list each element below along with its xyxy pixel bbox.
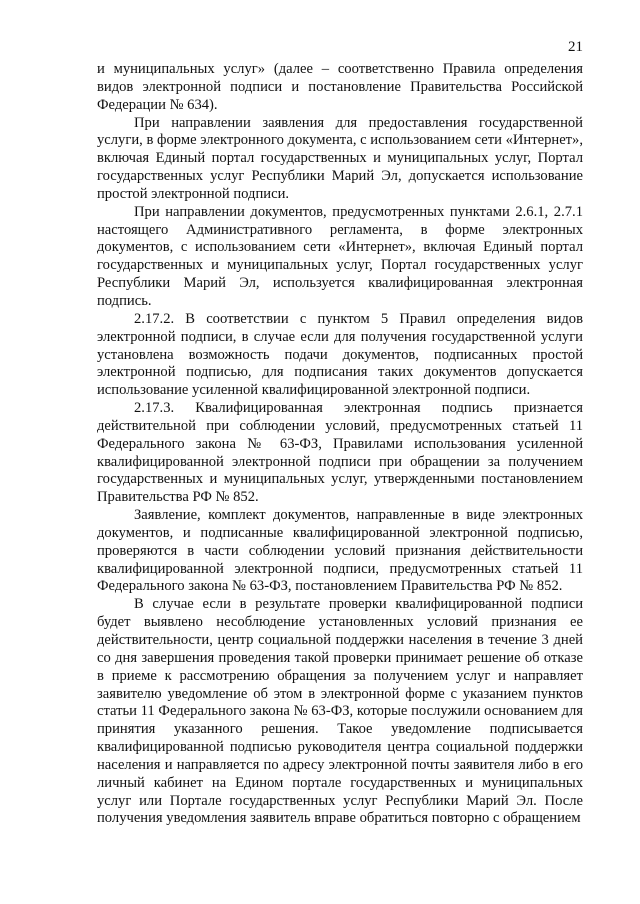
paragraph: При направлении заявления для предоставления государственной услуги, в форме электронного документа, с использованием сети «Интернет», включая Единый портал государственных и муниципальных услуг, Портал государственных услуг Республики Марий Эл, допускается использование простой электронной подписи.: [97, 114, 583, 202]
paragraph: 2.17.3. Квалифицированная электронная подпись признается действительной при соблюдении условий, предусмотренных статьей 11 Федерального закона № 63-ФЗ, Правилами использования усиленной квалифицированной электронной подписи при обращении за получением государственных и муниципальных услуг, утвержденными постановлением Правительства РФ № 852.: [97, 400, 583, 506]
paragraph: Заявление, комплект документов, направленные в виде электронных документов, и подписанные квалифицированной электронной подписью, проверяются в части соблюдении условий признания действительности квалифицированной электронной подписи, предусмотренных статьей 11 Федерального закона № 63-ФЗ, постановлением Правительства РФ № 852.: [97, 507, 583, 595]
page-number: 21: [568, 39, 583, 55]
paragraph: При направлении документов, предусмотренных пунктами 2.6.1, 2.7.1 настоящего Административного регламента, в форме электронных документов, с использованием сети «Интернет», включая Единый портал государственных и муниципальных услуг, Портал государственных услуг Республики Марий Эл, используется квалифицированная электронная подпись.: [97, 203, 583, 309]
document-body: [97, 61, 583, 828]
paragraph: 2.17.2. В соответствии с пунктом 5 Правил определения видов электронной подписи, в случае если для получения государственной услуги установлена возможность подачи документов, подписанных простой электронной подписью, для подписания таких документов допускается использование усиленной квалифицированной электронной подписи.: [97, 310, 583, 399]
paragraph: В случае если в результате проверки квалифицированной подписи будет выявлено несоблюдение установленных условий признания ее действительности, центр социальной поддержки населения в течение 3 дней со дня завершения проведения такой проверки принимает решение об отказе в приеме к рассмотрению обращения за получением услуг и направляет заявителю уведомление об этом в электронной форме с указанием пунктов статьи 11 Федерального закона № 63-ФЗ, которые послужили основанием для принятия указанного решения. Такое уведомление подписывается квалифицированной подписью руководителя центра социальной поддержки населения и направляется по адресу электронной почты заявителя либо в его личный кабинет на Едином портале государственных и муниципальных услуг или Портале государственных услуг Республики Марий Эл. После получения уведомления заявитель вправе обратиться повторно с обращением: [97, 596, 583, 827]
paragraph: и муниципальных услуг» (далее – соответственно Правила определения видов электронной подписи и постановление Правительства Российской Федерации № 634).: [97, 61, 583, 113]
